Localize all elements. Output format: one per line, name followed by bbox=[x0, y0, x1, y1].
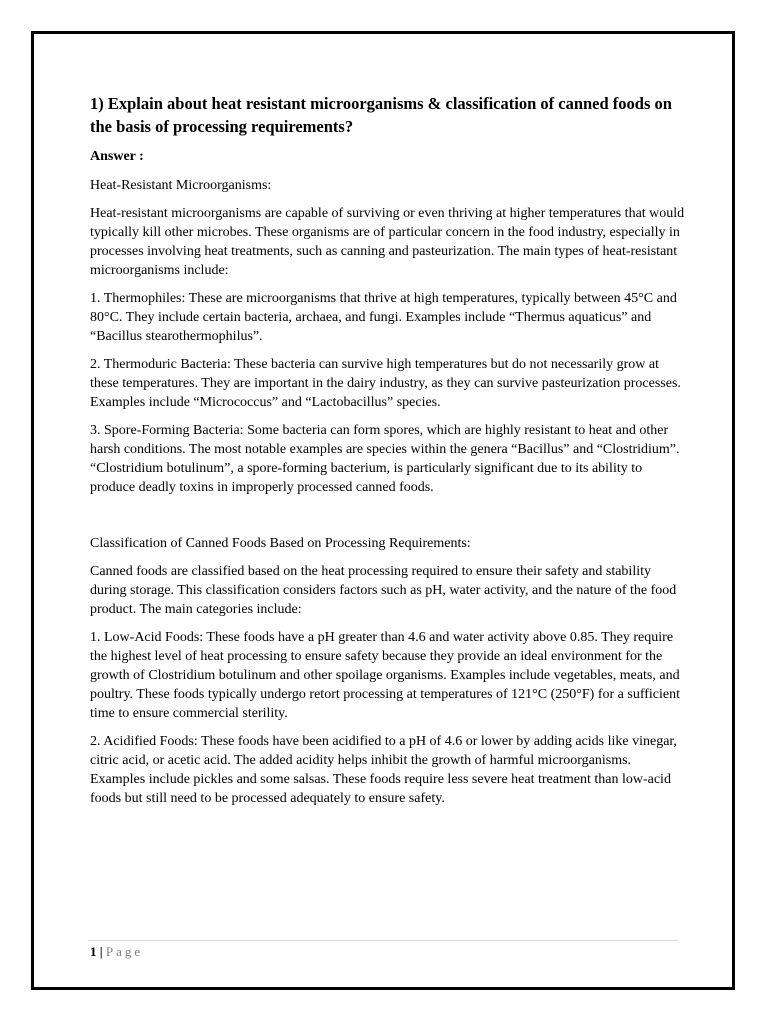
paragraph-low-acid: 1. Low-Acid Foods: These foods have a pH greater than 4.6 and water activity above 0.85. They require the highest level of heat processing to ensure safety because they provide an ideal environment for the growth of Clostridium botulinum and other spoilage organisms. Examples include vegetables, meats, and poultry. These foods typically undergo retort processing at temperatures of 121°C (250°F) for a sufficient time to ensure commercial sterility. bbox=[90, 630, 680, 721]
document-body bbox=[90, 92, 685, 817]
paragraph-acidified: 2. Acidified Foods: These foods have been acidified to a pH of 4.6 or lower by adding acids like vinegar, citric acid, or acetic acid. The added acidity helps inhibit the growth of harmful microorganisms. Examples include pickles and some salsas. These foods require less severe heat treatment than low-acid foods but still need to be processed adequately to ensure safety. bbox=[90, 734, 678, 806]
paragraph-intro-classification: Canned foods are classified based on the heat processing required to ensure their safety and stability during storage. This classification considers factors such as pH, water activity, and the nature of the food product. The main categories include: bbox=[90, 564, 677, 617]
question-heading: 1) Explain about heat resistant microorganisms & classification of canned foods on the basis of processing requirements? bbox=[90, 94, 672, 136]
paragraph-intro-heat-resistant: Heat-resistant microorganisms are capable of surviving or even thriving at higher temperatures that would typically kill other microbes. These organisms are of particular concern in the food industry, especially in processes involving heat treatments, such as canning and pasteurization. The main types of heat-resistant microorganisms include: bbox=[90, 206, 685, 278]
page-footer bbox=[90, 943, 143, 961]
section-heading-classification: Classification of Canned Foods Based on Processing Requirements: bbox=[90, 536, 471, 551]
footer-separator: | bbox=[96, 944, 106, 959]
section-heading-heat-resistant: Heat-Resistant Microorganisms: bbox=[90, 178, 272, 193]
paragraph-thermophiles: 1. Thermophiles: These are microorganisms that thrive at high temperatures, typically between 45°C and 80°C. They include certain bacteria, archaea, and fungi. Examples include “Thermus aquaticus” and “Bacillus stearothermophilus”. bbox=[90, 291, 677, 344]
page-number: 1 bbox=[90, 944, 97, 959]
paragraph-thermoduric: 2. Thermoduric Bacteria: These bacteria can survive high temperatures but do not necessarily grow at these temperatures. They are important in the dairy industry, as they can survive pasteurization processes. Examples include “Micrococcus” and “Lactobacillus” species. bbox=[90, 357, 681, 410]
answer-label: Answer : bbox=[90, 149, 144, 164]
section-gap bbox=[90, 506, 685, 534]
paragraph-spore-forming: 3. Spore-Forming Bacteria: Some bacteria can form spores, which are highly resistant to heat and other harsh conditions. The most notable examples are species within the genera “Bacillus” and “Clostridium”. “Clostridium botulinum”, a spore-forming bacterium, is particularly significant due to its ability to produce deadly toxins in improperly processed canned foods. bbox=[90, 423, 680, 495]
page-word: Page bbox=[105, 944, 144, 959]
footer-divider bbox=[88, 940, 678, 941]
